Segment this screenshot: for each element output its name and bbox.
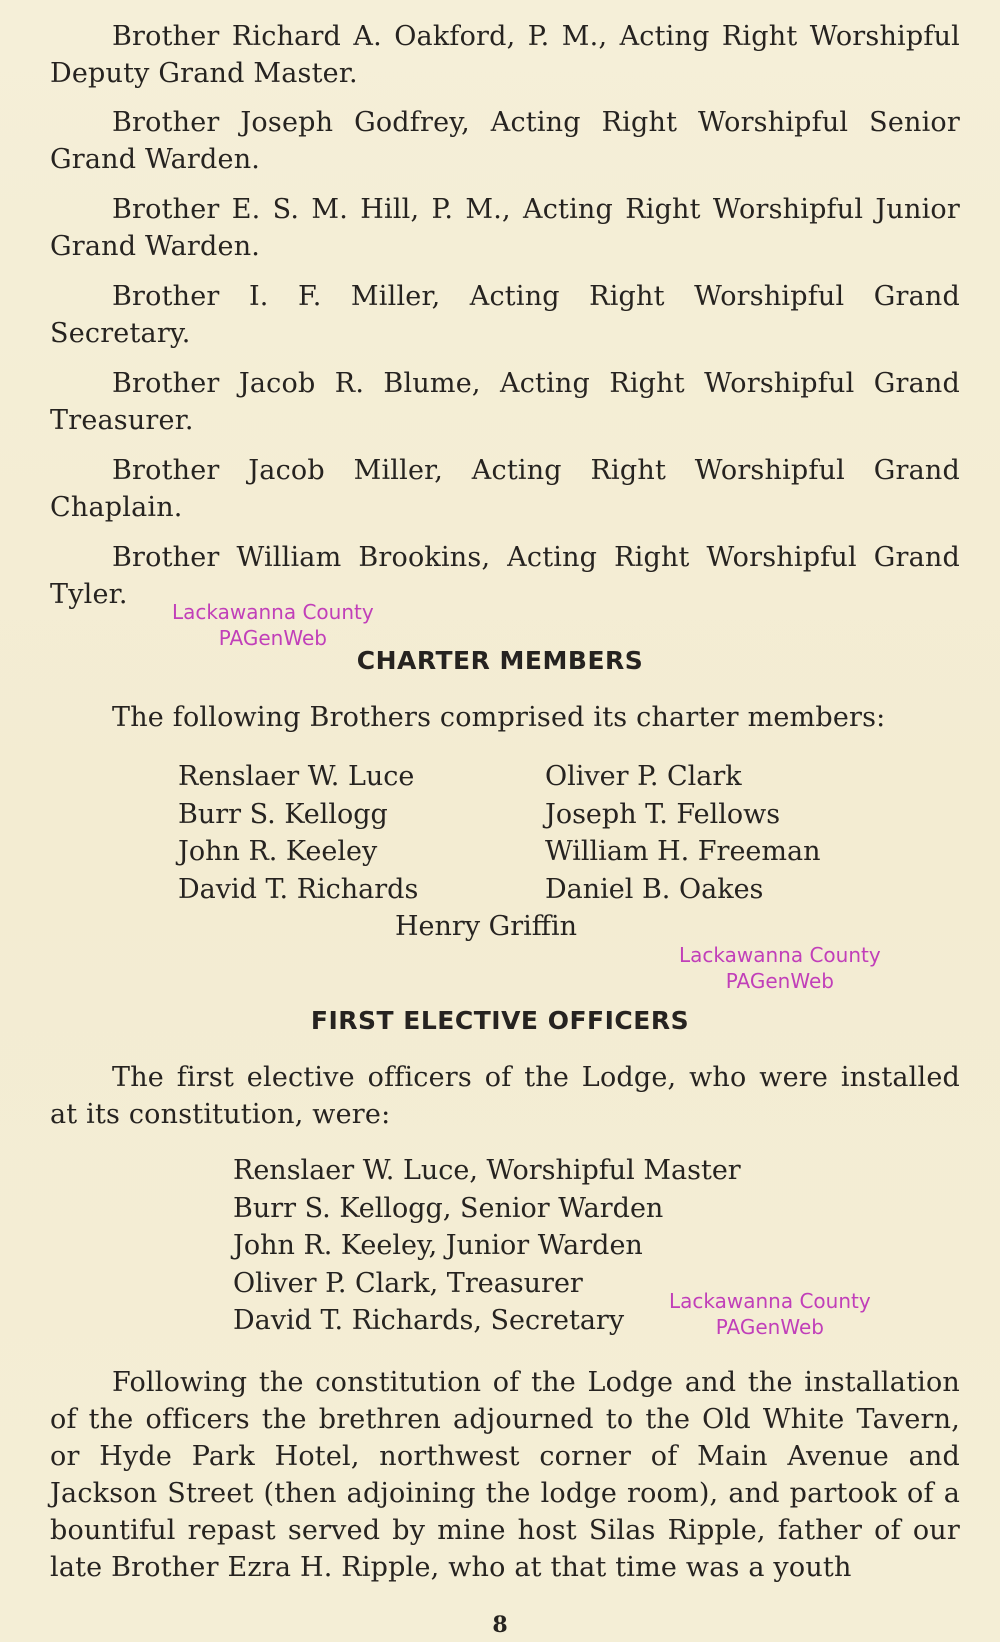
- charter-member: William H. Freeman: [545, 836, 821, 867]
- officer-paragraph-grand-treasurer: Brother Jacob R. Blume, Acting Right Worshipful Grand Treasurer.: [50, 368, 960, 436]
- watermark-stamp: [669, 1288, 871, 1340]
- elective-officer: Oliver P. Clark, Treasurer: [233, 1267, 583, 1299]
- watermark-line-2: PAGenWeb: [715, 1315, 824, 1339]
- charter-member: Renslaer W. Luce: [178, 761, 415, 792]
- elective-officer: John R. Keeley, Junior Warden: [233, 1230, 643, 1261]
- watermark-line-1: Lackawanna County: [669, 1289, 871, 1313]
- elective-officer: Burr S. Kellogg, Senior Warden: [233, 1192, 664, 1224]
- charter-members-left-column: [178, 758, 418, 908]
- charter-member: Daniel B. Oakes: [545, 873, 764, 905]
- officer-paragraph-grand-secretary: Brother I. F. Miller, Acting Right Worshipful Grand Secretary.: [50, 281, 960, 349]
- watermark-line-2: PAGenWeb: [218, 626, 327, 650]
- charter-member: David T. Richards: [178, 873, 419, 905]
- charter-members-heading: CHARTER MEMBERS: [356, 646, 644, 675]
- elective-officer: David T. Richards, Secretary: [233, 1305, 625, 1336]
- officer-paragraph-grand-chaplain: Brother Jacob Miller, Acting Right Worshipful Grand Chaplain.: [50, 455, 960, 523]
- watermark-line-1: Lackawanna County: [679, 943, 881, 967]
- page-number: 8: [492, 1612, 508, 1638]
- watermark-stamp: [679, 942, 881, 994]
- officer-paragraph-senior-grand-warden: Brother Joseph Godfrey, Acting Right Worshipful Senior Grand Warden.: [50, 107, 960, 175]
- first-elective-officers-intro: The first elective officers of the Lodge, who were installed at its constitution, were:: [50, 1062, 960, 1130]
- closing-paragraph: Following the constitution of the Lodge and the installation of the officers the brethren adjourned to the Old White Tavern, or Hyde Park Hotel, northwest corner of Main Avenue and Jackson Street (then adjoining the lodge room), and partook of a bountiful repast served by mine host Silas Ripple, father of our late Brother Ezra H. Ripple, who at that time was a youth: [50, 1367, 960, 1583]
- charter-member: John R. Keeley: [178, 836, 378, 867]
- officer-paragraph-junior-grand-warden: Brother E. S. M. Hill, P. M., Acting Right Worshipful Junior Grand Warden.: [50, 194, 960, 262]
- elective-officer: Renslaer W. Luce, Worshipful Master: [233, 1155, 741, 1186]
- first-elective-officers-heading: FIRST ELECTIVE OFFICERS: [310, 1006, 690, 1035]
- officer-paragraph-grand-tyler: Brother William Brookins, Acting Right Worshipful Grand Tyler.: [50, 542, 960, 610]
- charter-member-center: Henry Griffin: [395, 911, 577, 942]
- watermark-stamp: [172, 599, 374, 651]
- first-elective-officers-list: [233, 1152, 741, 1340]
- charter-member: Oliver P. Clark: [545, 761, 742, 792]
- charter-member: Burr S. Kellogg: [178, 798, 388, 830]
- charter-members-intro: The following Brothers comprised its charter members:: [112, 702, 886, 733]
- charter-members-right-column: [545, 758, 821, 908]
- watermark-line-1: Lackawanna County: [172, 600, 374, 624]
- watermark-line-2: PAGenWeb: [725, 969, 834, 993]
- officer-paragraph-deputy-grand-master: Brother Richard A. Oakford, P. M., Acting Right Worshipful Deputy Grand Master.: [50, 21, 960, 89]
- charter-member: Joseph T. Fellows: [545, 798, 781, 830]
